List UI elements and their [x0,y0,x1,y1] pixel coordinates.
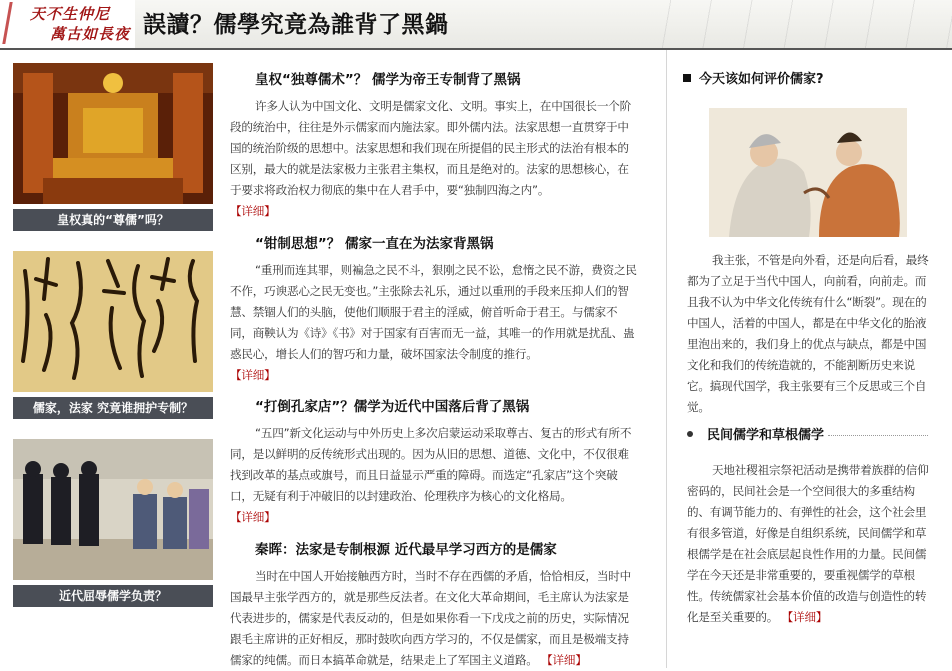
dotted-rule [828,435,928,436]
logo-line-1: 天不生仲尼 [30,5,111,23]
thumb-caption[interactable]: 儒家，法家 究竟谁拥护专制？ [13,397,213,419]
sidebar-heading-2-text: 民间儒学和草根儒学 [707,428,825,443]
page-header [0,0,952,50]
article-body [230,96,640,222]
header-decoration [652,0,952,48]
article-text: 许多人认为中国文化、文明是儒家文化、文明。事实上，在中国很长一个阶段的统治中，往往是外示儒家而内施法家。即外儒内法。法家思想一直贯穿于中国的统治阶级的思想中。法家思想和我们现在所提倡的民主形式的法治有根本的区别，最大的就是法家极力主张君主集权，而且是绝对的。法家的思想核心，在于要求将政治权力彻底的集中在人君手中，要“独制四海之内”。 [230,99,631,197]
site-logo[interactable] [0,0,135,48]
details-link[interactable]: 【详细】 [781,610,828,624]
dot-bullet-icon [687,431,693,437]
article-body [230,566,640,671]
article-title[interactable]: “打倒孔家店”？儒学为近代中国落后背了黑锅 [255,399,530,415]
sidebar-heading [683,68,824,87]
sidebar-image-sages[interactable] [709,108,907,237]
thumb-qing-officials[interactable] [13,439,213,580]
sidebar-heading-text: 今天该如何评价儒家? [699,72,824,87]
thumb-imperial-throne[interactable] [13,63,213,204]
article-body [230,423,640,528]
article-title[interactable]: 皇权“独尊儒术”？ 儒学为帝王专制背了黑锅 [255,72,521,88]
page-title: 誤讀？儒學究竟為誰背了黑鍋 [143,11,449,38]
details-link[interactable]: 【详细】 [541,653,587,667]
article-text: “重刑而连其罪，则褊急之民不斗，狠刚之民不讼，怠惰之民不游，费资之民不作，巧谀恶心之民无变也。”主张除去礼乐，通过以重刑的手段来压抑人们的智慧、禁锢人们的头脑，使他们顺服于君主的淫威，俯首听命于君王。与儒家不同，商鞅认为《诗》《书》对于国家有百害而无一益，其唯一的作用就是扰乱、蛊惑民心，增长人们的智巧和力量，破坏国家法令制度的推行。 [230,263,637,361]
article-body [230,260,640,386]
article [230,232,640,386]
thumb-calligraphy[interactable] [13,251,213,392]
details-link[interactable]: 【详细】 [230,204,276,218]
logo-line-2: 萬古如長夜 [50,25,131,43]
thumb-caption[interactable]: 皇权真的“尊儒”吗？ [13,209,213,231]
article [230,395,640,528]
details-link[interactable]: 【详细】 [230,510,276,524]
article [230,68,640,222]
column-divider [666,50,667,668]
article-title[interactable]: “钳制思想”？ 儒家一直在为法家背黑锅 [255,236,494,252]
square-bullet-icon [683,74,691,82]
sidebar-paragraph-2-text: 天地社稷祖宗祭祀活动是携带着族群的信仰密码的，民间社会是一个空间很大的多重结构的、有调节能力的、有弹性的社会，这个社会里有很多管道，好像是自组织系统，民间儒学和草根儒学是在社会底层起良性作用的力量。民间儒学在今天还是非常重要的，要重视儒学的草根性。传统儒家社会基本价值的改造与创造性的转化是至关重要的。 [687,463,929,624]
details-link[interactable]: 【详细】 [230,368,276,382]
sidebar-paragraph: 我主张，不管是向外看，还是向后看，最终都为了立足于当代中国人，向前看，向前走。而且我不认为中华文化传统有什么“断裂”。现在的中国人，活着的中国人，都是在中华文化的胎液里泡出来的，我们身上的优点与缺点，都是中国文化和我们的传统造就的，不能割断历史来说它。搞现代国学，我主张要有三个反思或三个自觉。 [687,253,929,414]
article-title[interactable]: 秦晖：法家是专制根源 近代最早学习西方的是儒家 [255,542,557,558]
thumb-caption[interactable]: 近代屈辱儒学负责？ [13,585,213,607]
sidebar-paragraph-2 [687,460,930,628]
sidebar-heading-2 [687,424,927,443]
article [230,538,640,671]
article-text: “五四”新文化运动与中外历史上多次启蒙运动采取尊古、复古的形式有所不同，是以鲜明的反传统形式出现的。因为从旧的思想、道德、文化中，不仅很难找到改革的基点或旗号，而且日益显示严重的障碍。而选定“孔家店”这个突破口，无疑有利于冲破旧的以封建政治、伦理秩序为核心的文化格局。 [230,426,632,503]
article-text: 当时在中国人开始接触西方时，当时不存在西儒的矛盾，恰恰相反，当时中国最早主张学西方的，就是那些反法者。在文化大革命期间，毛主席认为法家是代表进步的，儒家是代表反动的，但是如果你看一下戊戌之前的历史，实际情况跟毛主席讲的正好相反，那时鼓吹向西方学习的，不仅是儒家，而且是极端支持儒家的纯儒。而日本搞革命就是，结果走上了军国主义道路。 [230,569,631,667]
